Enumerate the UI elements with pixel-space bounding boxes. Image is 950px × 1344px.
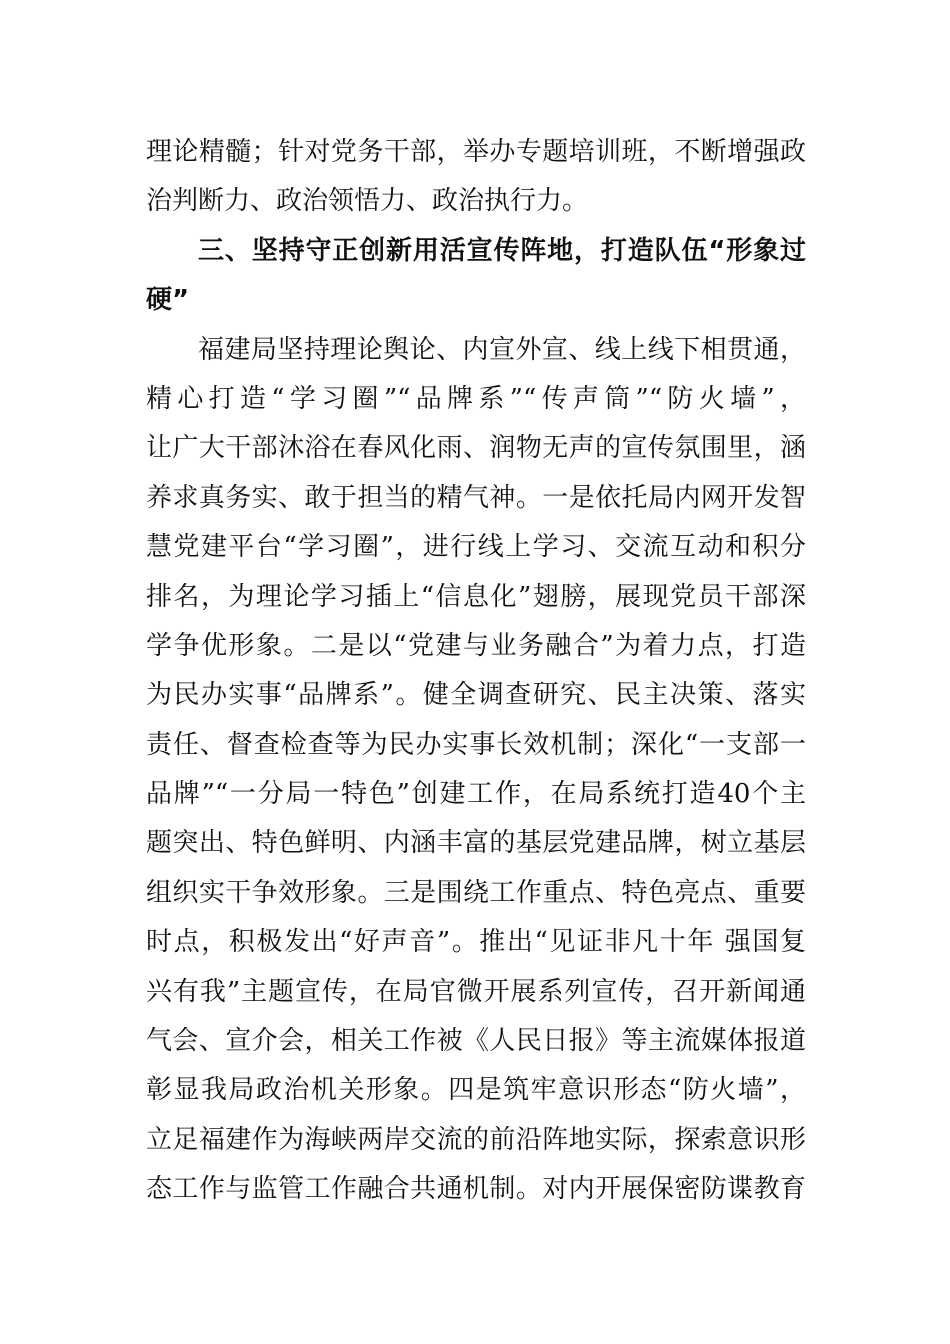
document-body [146,128,806,1215]
text-line: 精心打造“学习圈”“品牌系”“传声筒”“防火墙”， [146,383,806,414]
text-line: 组织实干争效形象。三是围绕工作重点、特色亮点、重要 [146,877,806,908]
text-line: 排名，为理论学习插上“信息化”翅膀，展现党员干部深 [146,581,806,612]
heading-line: 硬” [146,285,190,316]
text-line: 理论精髓；针对党务干部，举办专题培训班，不断增强政 [146,137,806,167]
text-line: 福建局坚持理论舆论、内宣外宣、线上线下相贯通， [198,334,806,365]
text-line: 治判断力、政治领悟力、政治执行力。 [146,186,589,217]
text-line: 为民办实事“品牌系”。健全调查研究、民主决策、落实 [146,680,806,711]
text-line: 兴有我”主题宣传，在局官微开展系列宣传，召开新闻通 [146,976,806,1007]
text-line: 气会、宣介会，相关工作被《人民日报》等主流媒体报道 [146,1026,806,1057]
text-line: 时点，积极发出“好声音”。推出“见证非凡十年 强国复 [146,927,806,958]
text-line: 彰显我局政治机关形象。四是筑牢意识形态“防火墙”， [146,1075,806,1106]
body-paragraph [146,326,806,1215]
text-line: 题突出、特色鲜明、内涵丰富的基层党建品牌，树立基层 [146,828,806,859]
intro-paragraph [146,128,806,227]
text-line: 让广大干部沐浴在春风化雨、润物无声的宣传氛围里，涵 [146,433,806,464]
text-line: 慧党建平台“学习圈”，进行线上学习、交流互动和积分 [146,532,806,563]
text-line: 责任、督查检查等为民办实事长效机制；深化“一支部一 [146,729,806,760]
text-line: 养求真务实、敢于担当的精气神。一是依托局内网开发智 [146,482,806,513]
text-line: 立足福建作为海峡两岸交流的前沿阵地实际，探索意识形 [146,1124,806,1155]
text-line: 学争优形象。二是以“党建与业务融合”为着力点，打造 [146,630,806,661]
text-line: 态工作与监管工作融合共通机制。对内开展保密防谍教育 [146,1174,806,1205]
heading-line: 三、坚持守正创新用活宣传阵地，打造队伍“形象过 [198,235,806,266]
text-line: 品牌”“一分局一特色”创建工作，在局系统打造40个主 [146,779,806,810]
section-heading [146,227,806,326]
